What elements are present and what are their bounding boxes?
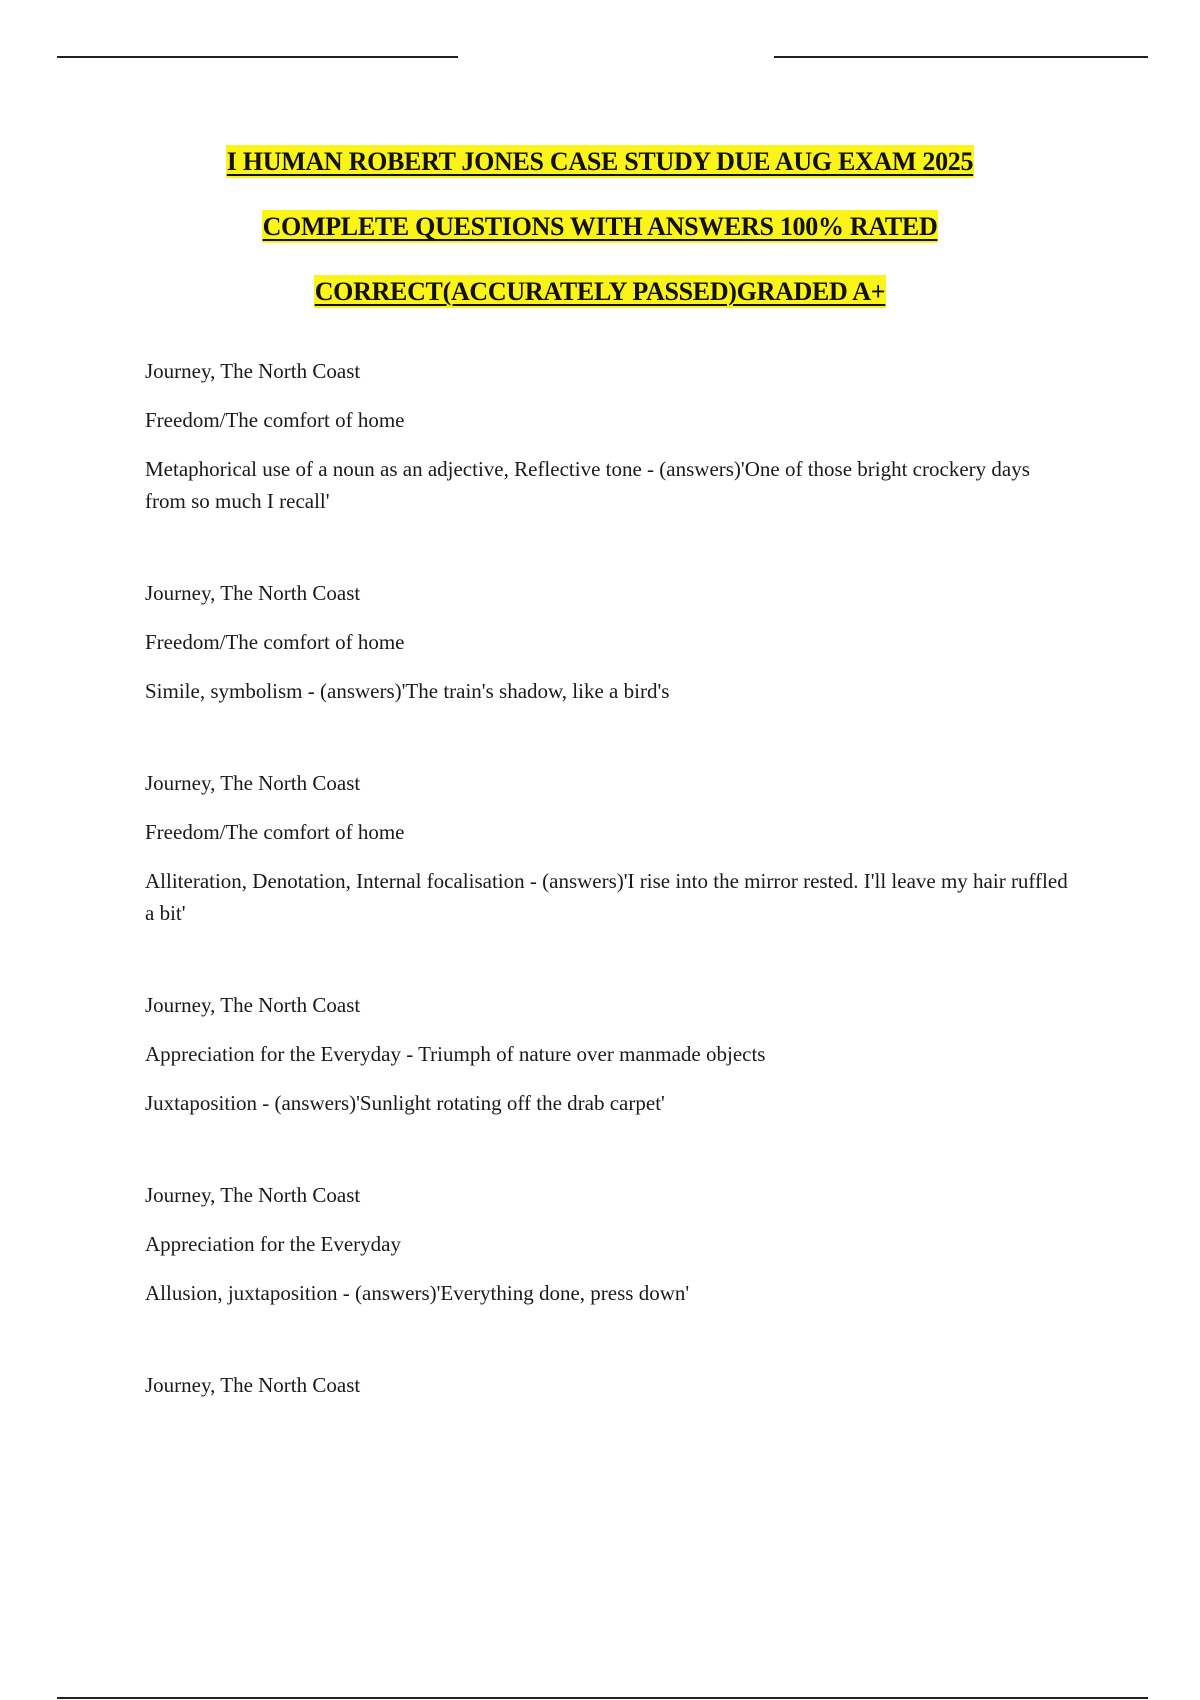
qa-entry <box>145 989 1075 1119</box>
qa-entry <box>145 767 1075 929</box>
entry-answer: Juxtaposition - (answers)'Sunlight rotating off the drab carpet' <box>145 1091 665 1115</box>
entry-topic: Journey, The North Coast <box>145 1183 361 1207</box>
entry-theme: Appreciation for the Everyday <box>145 1232 401 1256</box>
header-rule-left <box>57 56 458 58</box>
qa-entry <box>145 355 1075 517</box>
title-line-1: I HUMAN ROBERT JONES CASE STUDY DUE AUG EXAM 2025 <box>226 147 974 176</box>
entry-answer: Allusion, juxtaposition - (answers)'Everything done, press down' <box>145 1281 690 1305</box>
qa-entry <box>145 577 1075 707</box>
entry-topic: Journey, The North Coast <box>145 1373 361 1397</box>
qa-entry <box>145 1369 1075 1402</box>
entry-theme: Freedom/The comfort of home <box>145 630 405 654</box>
title-line-3: CORRECT(ACCURATELY PASSED)GRADED A+ <box>314 277 886 306</box>
document-body <box>145 355 1075 1462</box>
entry-topic: Journey, The North Coast <box>145 359 361 383</box>
entry-answer: Metaphorical use of a noun as an adjective, Reflective tone - (answers)'One of those bright crockery days from so much I recall' <box>145 457 1030 513</box>
entry-answer: Alliteration, Denotation, Internal focalisation - (answers)'I rise into the mirror rested. I'll leave my hair ruffled a bit' <box>145 869 1068 925</box>
entry-theme: Freedom/The comfort of home <box>145 820 405 844</box>
entry-answer: Simile, symbolism - (answers)'The train's shadow, like a bird's <box>145 679 670 703</box>
header-rule-right <box>774 56 1148 58</box>
entry-topic: Journey, The North Coast <box>145 771 361 795</box>
entry-theme: Freedom/The comfort of home <box>145 408 405 432</box>
document-title <box>0 143 1200 338</box>
footer-rule <box>57 1697 1148 1699</box>
entry-topic: Journey, The North Coast <box>145 581 361 605</box>
entry-topic: Journey, The North Coast <box>145 993 361 1017</box>
qa-entry <box>145 1179 1075 1309</box>
title-line-2: COMPLETE QUESTIONS WITH ANSWERS 100% RATED <box>262 212 938 241</box>
entry-theme: Appreciation for the Everyday - Triumph of nature over manmade objects <box>145 1042 766 1066</box>
